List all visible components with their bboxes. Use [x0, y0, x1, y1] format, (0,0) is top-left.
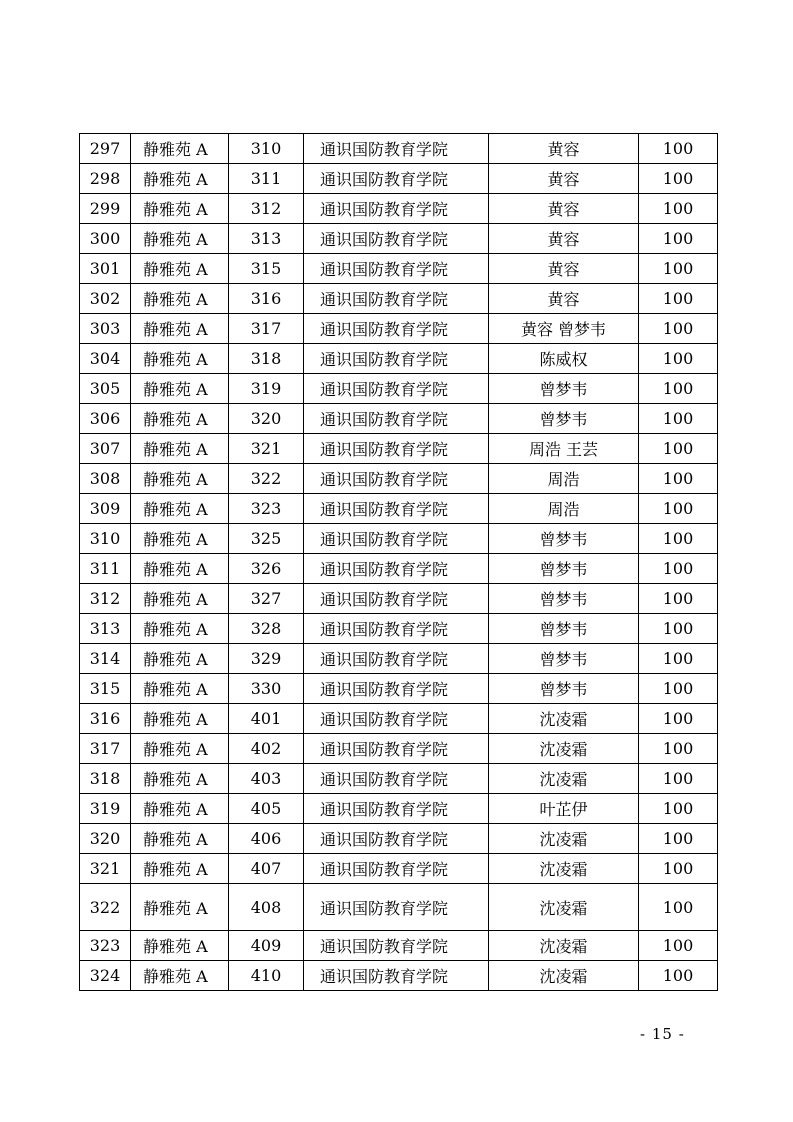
- score-cell: 100: [639, 764, 718, 794]
- building-name-cell: 静雅苑 A: [131, 194, 229, 224]
- responsible-person-cell: 沈凌霜: [489, 884, 639, 931]
- building-name-cell: 静雅苑 A: [131, 674, 229, 704]
- building-name-cell: 静雅苑 A: [131, 884, 229, 931]
- building-name-cell: 静雅苑 A: [131, 134, 229, 164]
- row-number-cell: 316: [80, 704, 131, 734]
- room-number-cell: 406: [229, 824, 304, 854]
- table-row: [80, 794, 718, 824]
- row-number-cell: 315: [80, 674, 131, 704]
- row-number-cell: 317: [80, 734, 131, 764]
- table-row: [80, 824, 718, 854]
- building-name-cell: 静雅苑 A: [131, 961, 229, 991]
- room-number-cell: 323: [229, 494, 304, 524]
- building-name-cell: 静雅苑 A: [131, 164, 229, 194]
- room-number-cell: 317: [229, 314, 304, 344]
- score-cell: 100: [639, 464, 718, 494]
- responsible-person-cell: 曾梦韦: [489, 374, 639, 404]
- table-row: [80, 164, 718, 194]
- score-cell: 100: [639, 254, 718, 284]
- score-cell: 100: [639, 494, 718, 524]
- room-number-cell: 313: [229, 224, 304, 254]
- room-number-cell: 409: [229, 931, 304, 961]
- row-number-cell: 324: [80, 961, 131, 991]
- college-name-cell: 通识国防教育学院: [304, 254, 489, 284]
- table-row: [80, 554, 718, 584]
- responsible-person-cell: 陈威权: [489, 344, 639, 374]
- table-row: [80, 524, 718, 554]
- responsible-person-cell: 黄容: [489, 194, 639, 224]
- table-row: [80, 644, 718, 674]
- table-row: [80, 314, 718, 344]
- room-number-cell: 401: [229, 704, 304, 734]
- score-cell: 100: [639, 374, 718, 404]
- table-row: [80, 584, 718, 614]
- responsible-person-cell: 沈凌霜: [489, 824, 639, 854]
- table-row: [80, 224, 718, 254]
- table-row: [80, 284, 718, 314]
- responsible-person-cell: 沈凌霜: [489, 961, 639, 991]
- college-name-cell: 通识国防教育学院: [304, 961, 489, 991]
- row-number-cell: 300: [80, 224, 131, 254]
- score-cell: 100: [639, 194, 718, 224]
- college-name-cell: 通识国防教育学院: [304, 674, 489, 704]
- building-name-cell: 静雅苑 A: [131, 374, 229, 404]
- room-number-cell: 327: [229, 584, 304, 614]
- row-number-cell: 318: [80, 764, 131, 794]
- row-number-cell: 319: [80, 794, 131, 824]
- building-name-cell: 静雅苑 A: [131, 494, 229, 524]
- room-number-cell: 321: [229, 434, 304, 464]
- responsible-person-cell: 黄容: [489, 134, 639, 164]
- room-number-cell: 326: [229, 554, 304, 584]
- college-name-cell: 通识国防教育学院: [304, 224, 489, 254]
- college-name-cell: 通识国防教育学院: [304, 614, 489, 644]
- table-row: [80, 854, 718, 884]
- row-number-cell: 307: [80, 434, 131, 464]
- table-row: [80, 434, 718, 464]
- score-cell: 100: [639, 164, 718, 194]
- college-name-cell: 通识国防教育学院: [304, 404, 489, 434]
- room-number-cell: 328: [229, 614, 304, 644]
- score-cell: 100: [639, 344, 718, 374]
- building-name-cell: 静雅苑 A: [131, 824, 229, 854]
- table-row: [80, 134, 718, 164]
- responsible-person-cell: 曾梦韦: [489, 554, 639, 584]
- responsible-person-cell: 曾梦韦: [489, 524, 639, 554]
- responsible-person-cell: 沈凌霜: [489, 764, 639, 794]
- score-cell: 100: [639, 404, 718, 434]
- score-cell: 100: [639, 134, 718, 164]
- building-name-cell: 静雅苑 A: [131, 254, 229, 284]
- score-cell: 100: [639, 284, 718, 314]
- college-name-cell: 通识国防教育学院: [304, 194, 489, 224]
- table-row: [80, 614, 718, 644]
- room-number-cell: 318: [229, 344, 304, 374]
- row-number-cell: 303: [80, 314, 131, 344]
- college-name-cell: 通识国防教育学院: [304, 734, 489, 764]
- college-name-cell: 通识国防教育学院: [304, 374, 489, 404]
- inspection-table: [79, 133, 718, 991]
- building-name-cell: 静雅苑 A: [131, 854, 229, 884]
- table-row: [80, 674, 718, 704]
- college-name-cell: 通识国防教育学院: [304, 794, 489, 824]
- score-cell: 100: [639, 314, 718, 344]
- responsible-person-cell: 曾梦韦: [489, 584, 639, 614]
- responsible-person-cell: 黄容 曾梦韦: [489, 314, 639, 344]
- responsible-person-cell: 黄容: [489, 224, 639, 254]
- room-number-cell: 410: [229, 961, 304, 991]
- responsible-person-cell: 曾梦韦: [489, 644, 639, 674]
- college-name-cell: 通识国防教育学院: [304, 344, 489, 374]
- table-row: [80, 404, 718, 434]
- score-cell: 100: [639, 931, 718, 961]
- row-number-cell: 299: [80, 194, 131, 224]
- room-number-cell: 315: [229, 254, 304, 284]
- row-number-cell: 301: [80, 254, 131, 284]
- row-number-cell: 308: [80, 464, 131, 494]
- responsible-person-cell: 曾梦韦: [489, 614, 639, 644]
- table-row: [80, 884, 718, 931]
- room-number-cell: 329: [229, 644, 304, 674]
- responsible-person-cell: 黄容: [489, 254, 639, 284]
- table-row: [80, 494, 718, 524]
- college-name-cell: 通识国防教育学院: [304, 434, 489, 464]
- table-row: [80, 931, 718, 961]
- score-cell: 100: [639, 434, 718, 464]
- room-number-cell: 312: [229, 194, 304, 224]
- room-number-cell: 330: [229, 674, 304, 704]
- score-cell: 100: [639, 704, 718, 734]
- room-number-cell: 403: [229, 764, 304, 794]
- table-row: [80, 764, 718, 794]
- college-name-cell: 通识国防教育学院: [304, 764, 489, 794]
- college-name-cell: 通识国防教育学院: [304, 494, 489, 524]
- table-row: [80, 374, 718, 404]
- table-row: [80, 194, 718, 224]
- room-number-cell: 407: [229, 854, 304, 884]
- responsible-person-cell: 周浩: [489, 494, 639, 524]
- row-number-cell: 322: [80, 884, 131, 931]
- building-name-cell: 静雅苑 A: [131, 344, 229, 374]
- row-number-cell: 304: [80, 344, 131, 374]
- row-number-cell: 297: [80, 134, 131, 164]
- college-name-cell: 通识国防教育学院: [304, 464, 489, 494]
- score-cell: 100: [639, 224, 718, 254]
- score-cell: 100: [639, 824, 718, 854]
- building-name-cell: 静雅苑 A: [131, 704, 229, 734]
- building-name-cell: 静雅苑 A: [131, 284, 229, 314]
- college-name-cell: 通识国防教育学院: [304, 554, 489, 584]
- table-row: [80, 734, 718, 764]
- responsible-person-cell: 周浩: [489, 464, 639, 494]
- building-name-cell: 静雅苑 A: [131, 764, 229, 794]
- row-number-cell: 311: [80, 554, 131, 584]
- college-name-cell: 通识国防教育学院: [304, 164, 489, 194]
- score-cell: 100: [639, 614, 718, 644]
- building-name-cell: 静雅苑 A: [131, 794, 229, 824]
- room-number-cell: 325: [229, 524, 304, 554]
- college-name-cell: 通识国防教育学院: [304, 644, 489, 674]
- college-name-cell: 通识国防教育学院: [304, 284, 489, 314]
- table-row: [80, 254, 718, 284]
- score-cell: 100: [639, 794, 718, 824]
- score-cell: 100: [639, 884, 718, 931]
- table-row: [80, 344, 718, 374]
- score-cell: 100: [639, 524, 718, 554]
- score-cell: 100: [639, 674, 718, 704]
- building-name-cell: 静雅苑 A: [131, 584, 229, 614]
- score-cell: 100: [639, 554, 718, 584]
- building-name-cell: 静雅苑 A: [131, 931, 229, 961]
- building-name-cell: 静雅苑 A: [131, 734, 229, 764]
- building-name-cell: 静雅苑 A: [131, 524, 229, 554]
- college-name-cell: 通识国防教育学院: [304, 854, 489, 884]
- building-name-cell: 静雅苑 A: [131, 644, 229, 674]
- row-number-cell: 306: [80, 404, 131, 434]
- college-name-cell: 通识国防教育学院: [304, 584, 489, 614]
- college-name-cell: 通识国防教育学院: [304, 314, 489, 344]
- score-cell: 100: [639, 854, 718, 884]
- room-number-cell: 405: [229, 794, 304, 824]
- row-number-cell: 298: [80, 164, 131, 194]
- responsible-person-cell: 周浩 王芸: [489, 434, 639, 464]
- room-number-cell: 320: [229, 404, 304, 434]
- row-number-cell: 310: [80, 524, 131, 554]
- score-cell: 100: [639, 584, 718, 614]
- row-number-cell: 314: [80, 644, 131, 674]
- row-number-cell: 320: [80, 824, 131, 854]
- score-cell: 100: [639, 734, 718, 764]
- room-number-cell: 319: [229, 374, 304, 404]
- building-name-cell: 静雅苑 A: [131, 434, 229, 464]
- college-name-cell: 通识国防教育学院: [304, 884, 489, 931]
- table-row: [80, 704, 718, 734]
- room-number-cell: 316: [229, 284, 304, 314]
- responsible-person-cell: 曾梦韦: [489, 674, 639, 704]
- room-number-cell: 310: [229, 134, 304, 164]
- college-name-cell: 通识国防教育学院: [304, 931, 489, 961]
- room-number-cell: 402: [229, 734, 304, 764]
- room-number-cell: 311: [229, 164, 304, 194]
- college-name-cell: 通识国防教育学院: [304, 524, 489, 554]
- building-name-cell: 静雅苑 A: [131, 224, 229, 254]
- college-name-cell: 通识国防教育学院: [304, 704, 489, 734]
- building-name-cell: 静雅苑 A: [131, 614, 229, 644]
- table-row: [80, 464, 718, 494]
- building-name-cell: 静雅苑 A: [131, 554, 229, 584]
- row-number-cell: 313: [80, 614, 131, 644]
- row-number-cell: 309: [80, 494, 131, 524]
- building-name-cell: 静雅苑 A: [131, 404, 229, 434]
- row-number-cell: 305: [80, 374, 131, 404]
- row-number-cell: 312: [80, 584, 131, 614]
- table-row: [80, 961, 718, 991]
- page-number: - 15 -: [640, 1025, 685, 1043]
- row-number-cell: 323: [80, 931, 131, 961]
- table-body: [80, 134, 718, 991]
- room-number-cell: 408: [229, 884, 304, 931]
- room-number-cell: 322: [229, 464, 304, 494]
- responsible-person-cell: 沈凌霜: [489, 854, 639, 884]
- responsible-person-cell: 叶芷伊: [489, 794, 639, 824]
- row-number-cell: 302: [80, 284, 131, 314]
- responsible-person-cell: 沈凌霜: [489, 931, 639, 961]
- responsible-person-cell: 沈凌霜: [489, 734, 639, 764]
- building-name-cell: 静雅苑 A: [131, 314, 229, 344]
- college-name-cell: 通识国防教育学院: [304, 824, 489, 854]
- responsible-person-cell: 沈凌霜: [489, 704, 639, 734]
- college-name-cell: 通识国防教育学院: [304, 134, 489, 164]
- score-cell: 100: [639, 961, 718, 991]
- responsible-person-cell: 曾梦韦: [489, 404, 639, 434]
- building-name-cell: 静雅苑 A: [131, 464, 229, 494]
- responsible-person-cell: 黄容: [489, 164, 639, 194]
- row-number-cell: 321: [80, 854, 131, 884]
- responsible-person-cell: 黄容: [489, 284, 639, 314]
- score-cell: 100: [639, 644, 718, 674]
